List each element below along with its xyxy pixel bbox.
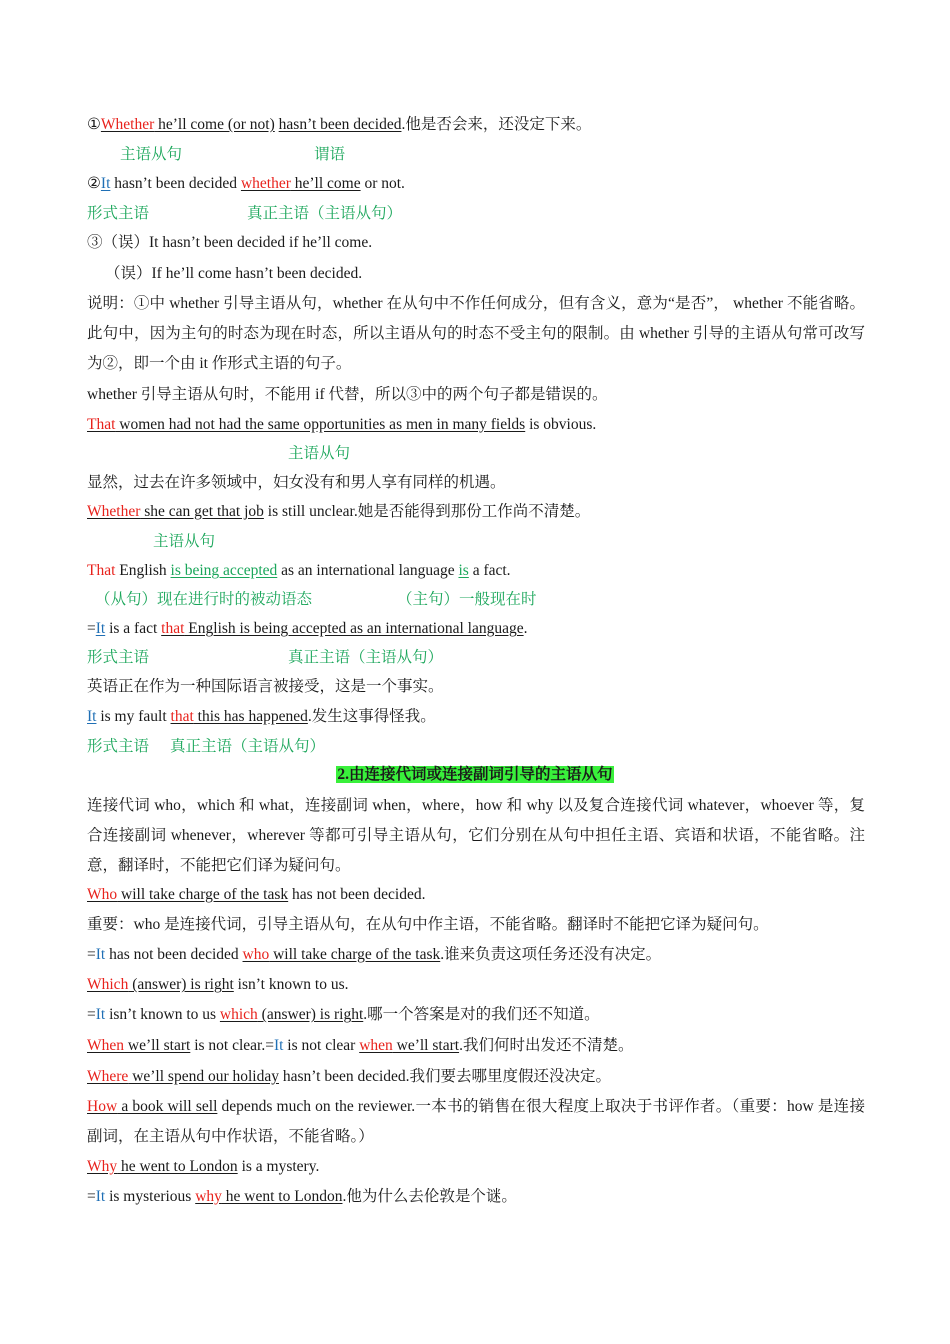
- example-3-wrong-a: ③（误）It hasn’t been decided if he’ll come.: [87, 234, 373, 251]
- example-3-wrong-b: （误）If he’ll come hasn’t been decided.: [105, 265, 363, 282]
- section-paragraph: 连接代词 who，which 和 what，连接副词 when，where，how 和 why 以及复合连接代词 whatever，whoever 等，复合连接副词 whenever，wherever 等都可引导主语从句，它们分别在从句中担任主语、宾语和状语，不能省略。注意，翻译时，不能把它们译为疑问句。: [87, 797, 865, 874]
- example-whether-job: Whether she can get that job is still unclear.她是否能得到那份工作尚不清楚。: [87, 503, 591, 520]
- example-it-why: =It is mysterious why he went to London.他为什么去伦敦是个谜。: [87, 1188, 517, 1205]
- predicate: hasn’t been decided: [278, 116, 402, 133]
- example-that-women: That women had not had the same opportunities as men in many fields is obvious.: [87, 416, 597, 433]
- example-it-is-a-fact: =It is a fact that English is being accepted as an international language.: [87, 620, 528, 637]
- explanation-paragraph: 说明：①中 whether 引导主语从句，whether 在从句中不作任何成分，但有含义，意为“是否”， whether 不能省略。此句中，因为主句的时态为现在时态，所以主语从句的时态不受主句的限制。由 whether 引导的主语从句常可改写为②，即一个由 it 作形式主语的句子。: [87, 295, 865, 372]
- example-when: When we’ll start is not clear.=It is not clear when we’ll start.我们何时出发还不清楚。: [87, 1037, 634, 1054]
- explanation-note: whether 引导主语从句时，不能用 if 代替，所以③中的两个句子都是错误的。: [87, 386, 608, 403]
- example-where: Where we’ll spend our holiday hasn’t been decided.我们要去哪里度假还没决定。: [87, 1068, 612, 1085]
- document-page: ①Whether he’ll come (or not) hasn’t been decided.他是否会来，还没定下来。 主语从句 谓语 ②It hasn’t been decided whether he’ll come or not. 形式主语 真正主语（主语从句） ③（误）It hasn’t been decided if he’ll come. （误）If he’ll come hasn’t been decided. 说明：①中 whether 引导主语从句，whether 在从句中不作任何成分，但有含义，意为“是否”， whether 不能省略。此句中，因为主句的时态为现在时态，所以主语从句的时态不受主句的限制。由 whether 引导的主语从句常可改写为②，即一个由 it 作形式主语的句子。 whether 引导主语从句时，不能用 if 代替，所以③中的两个句子都是错误的。 That women had not had the same opportunities as men in many fields is obvious. 主语从句 显然，过去在许多领域中，妇女没有和男人享有同样的机遇。 Whether she can get that job is still unclear.她是否能得到那份工作尚不清楚。 主语从句 That English is being accepted as an international language is a fact. （从句）现在进行时的被动语态 （主句）一般现在时 =It is a fact that English is being accepted as an international language. 形式主语 真正主语（主语从句） 英语正在作为一种国际语言被接受，这是一个事实。 It is my fault that this has happened.发生这事得怪我。 形式主语 真正主语（主语从句） 2.由连接代词或连接副词引导的主语从句 连接代词 who，which 和 what，连接副词 when，where，how 和 why 以及复合连接代词 whatever，whoever 等，复合连接副词 whenever，wherever 等都可引导主语从句，它们分别在从句中担任主语、宾语和状语，不能省略。注意，翻译时，不能把它们译为疑问句。 Who will take charge of the task has not been decided. 重要：who 是连接代词，引导主语从句，在从句中作主语，不能省略。翻译时不能把它译为疑问句。 =It has not been decided who will take charge of the task.谁来负责这项任务还没有决定。 Which (answer) is right isn’t known to us. =It isn’t known to us which (answer) is right.哪一个答案是对的我们还不知道。 When we’ll start is not clear.=It is not clear when we’ll start.我们何时出发还不清楚。 Where we’ll spend our holiday hasn’t been decided.我们要去哪里度假还没决定。 How a book will sell depends much on the reviewer.一本书的销售在很大程度上取决于书评作者。（重要：how 是连接副词，在主语从句中作状语，不能省略。） Why he went to London is a mystery. =It is mysterious why he went to London.他为什么去伦敦是个谜。: [0, 0, 950, 1344]
- conjunction-whether: Whether: [100, 116, 155, 133]
- example-who: Who will take charge of the task has not been decided.: [87, 886, 426, 903]
- example-how: How a book will sell depends much on the reviewer.一本书的销售在很大程度上取决于书评作者。（重要：how 是连接副词，在主语从句中作状语，不能省略。）: [87, 1098, 865, 1145]
- label-predicate: 谓语: [314, 146, 346, 163]
- example-that-english: That English is being accepted as an international language is a fact.: [87, 562, 511, 579]
- note-who: 重要：who 是连接代词，引导主语从句，在从句中作主语，不能省略。翻译时不能把它译为疑问句。: [87, 916, 769, 933]
- example-my-fault: It is my fault that this has happened.发生这事得怪我。: [87, 708, 436, 725]
- label-subject-clause: 主语从句: [120, 146, 183, 163]
- formal-subject-it: It: [100, 175, 111, 192]
- circled-number: ①: [87, 116, 101, 133]
- example-it-who: =It has not been decided who will take charge of the task.谁来负责这项任务还没有决定。: [87, 946, 662, 963]
- translation-that-women: 显然，过去在许多领域中，妇女没有和男人享有同样的机遇。: [87, 474, 506, 491]
- subject-clause: he’ll come (or not): [154, 116, 275, 133]
- example-it-which: =It isn’t known to us which (answer) is right.哪一个答案是对的我们还不知道。: [87, 1006, 600, 1023]
- section-heading: 2.由连接代词或连接副词引导的主语从句: [337, 766, 613, 783]
- example-which: Which (answer) is right isn’t known to us.: [87, 976, 349, 993]
- translation: .他是否会来，还没定下来。: [401, 116, 592, 133]
- example-2: ②It hasn’t been decided whether he’ll come or not.: [87, 175, 405, 192]
- example-1: [87, 115, 867, 135]
- translation-english: 英语正在作为一种国际语言被接受，这是一个事实。: [87, 678, 444, 695]
- example-why: Why he went to London is a mystery.: [87, 1158, 320, 1175]
- conjunction-whether: whether: [240, 175, 291, 192]
